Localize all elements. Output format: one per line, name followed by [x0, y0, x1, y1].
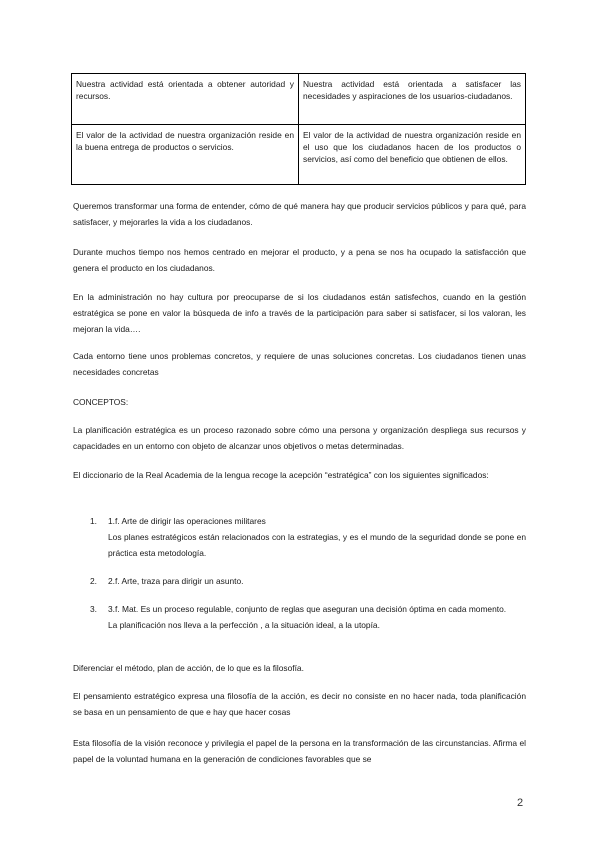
paragraph: Durante muchos tiempo nos hemos centrado en mejorar el producto, y a pena se nos ha ocupado la satisfacción que genera el producto en los ciudadanos.	[73, 247, 526, 273]
definition-title: 3.f. Mat. Es un proceso regulable, conjunto de reglas que aseguran una decisión óptima en cada momento.	[108, 604, 507, 614]
section-heading: CONCEPTOS:	[73, 397, 129, 407]
list-number: 2.	[90, 576, 97, 586]
table-cell: Nuestra actividad está orientada a satisfacer las necesidades y aspiraciones de los usuarios-ciudadanos.	[299, 74, 526, 125]
list-number: 3.	[90, 604, 97, 614]
list-item	[90, 601, 526, 633]
paragraph: El diccionario de la Real Academia de la lengua recoge la acepción “estratégica” con los siguientes significados:	[73, 470, 489, 480]
table-cell: El valor de la actividad de nuestra organización reside en la buena entrega de productos o servicios.	[72, 125, 299, 185]
paragraph: Cada entorno tiene unos problemas concretos, y requiere de unas soluciones concretas. Los ciudadanos tienen unas necesidades concretas	[73, 351, 526, 377]
definition-title: 1.f. Arte de dirigir las operaciones militares	[108, 516, 266, 526]
definition-note: Los planes estratégicos están relacionados con la estrategias, y es el mundo de la seguridad donde se pone en práctica esta metodología.	[108, 532, 526, 558]
list-item	[90, 573, 526, 589]
definition-title: 2.f. Arte, traza para dirigir un asunto.	[108, 576, 244, 586]
definition-note: La planificación nos lleva a la perfección , a la situación ideal, a la utopía.	[108, 620, 380, 630]
table-cell: El valor de la actividad de nuestra organización reside en el uso que los ciudadanos hacen de los productos o servicios, así como del beneficio que obtienen de ellos.	[299, 125, 526, 185]
paragraph: Diferenciar el método, plan de acción, de lo que es la filosofía.	[73, 663, 304, 673]
comparison-table	[71, 73, 526, 185]
table-row	[72, 74, 526, 125]
paragraph: El pensamiento estratégico expresa una filosofía de la acción, es decir no consiste en no hacer nada, toda planificación se basa en un pensamiento de que e hay que hacer cosas	[73, 691, 526, 717]
table-cell: Nuestra actividad está orientada a obtener autoridad y recursos.	[72, 74, 299, 125]
list-number: 1.	[90, 516, 97, 526]
paragraph: Esta filosofía de la visión reconoce y privilegia el papel de la persona en la transformación de las circunstancias. Afirma el papel de la voluntad humana en la generación de condiciones favorables que se	[73, 738, 526, 764]
paragraph: La planificación estratégica es un proceso razonado sobre cómo una persona y organización despliega sus recursos y capacidades en un entorno con objeto de alcanzar unos objetivos o metas determinadas.	[73, 425, 526, 451]
paragraph: En la administración no hay cultura por preocuparse de si los ciudadanos están satisfechos, cuando en la gestión estratégica se pone en valor la búsqueda de info a través de la participación para saber si satisfacer, si los valoran, les mejoran la vida….	[73, 292, 526, 334]
table-row	[72, 125, 526, 185]
paragraph: Queremos transformar una forma de entender, cómo de qué manera hay que producir servicios públicos y para qué, para satisfacer, y mejorarles la vida a los ciudadanos.	[73, 201, 526, 227]
page-number: 2	[517, 797, 524, 809]
list-item	[90, 513, 526, 561]
